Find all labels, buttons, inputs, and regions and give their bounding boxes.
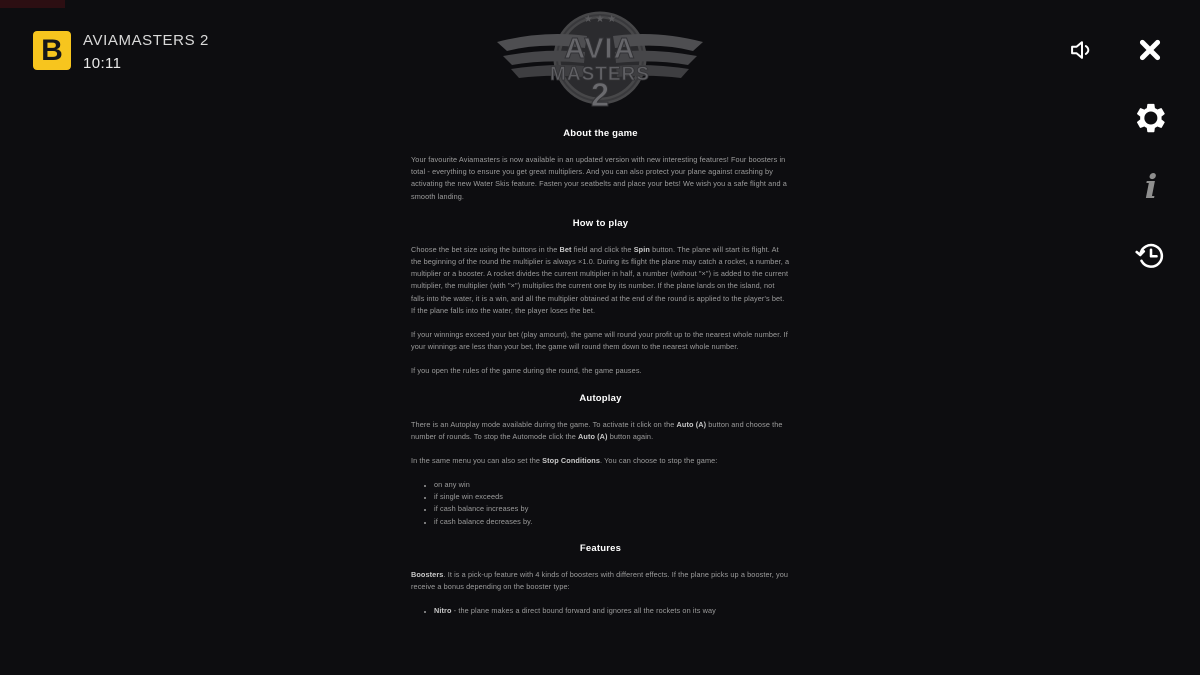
close-button[interactable] <box>1137 37 1163 63</box>
bold-term: Stop Conditions <box>542 456 601 466</box>
close-icon <box>1137 37 1163 63</box>
section-heading: About the game <box>563 128 638 139</box>
text-segment: If you open the rules of the game during the round, the game pauses. <box>411 366 642 376</box>
section-heading: How to play <box>572 217 629 229</box>
bold-term: Nitro <box>434 606 452 616</box>
brand-letter: B <box>41 33 63 67</box>
info-button[interactable] <box>1140 168 1162 204</box>
bold-term: Bet <box>559 244 572 254</box>
section-heading: Features <box>579 542 622 554</box>
rules-content <box>411 128 790 626</box>
text-segment: if single win exceeds <box>434 492 504 502</box>
text-segment: if cash balance increases by <box>434 504 529 514</box>
text-segment: if cash balance decreases by. <box>434 516 533 526</box>
game-clock: 10:11 <box>83 55 122 72</box>
logo-stars: ★ ★ ★ <box>583 14 617 25</box>
game-logo <box>495 6 705 108</box>
text-segment: field and click the <box>571 244 634 254</box>
speaker-icon <box>1068 36 1096 64</box>
list-item <box>434 605 790 617</box>
gear-icon <box>1134 101 1168 135</box>
text-segment: button again. <box>607 431 654 441</box>
title-block <box>83 31 209 73</box>
text-segment: button. The plane will start its flight. At the beginning of the round the multiplier is always ×1.0. During its flight the plane may catch a rocket, a number, a multiplier or a booster. A rocket divides the current multiplier in half, a number (without "×") is added to the current multiplier, the multiplier (with "×") multiplies the current one by its number. If the plane lands on the island, not falls into the water, it is a win, and all the multiplier obtained at the end of the round is applied to the player's bet. If the plane falls into the water, the player loses the bet. <box>411 244 790 315</box>
text-segment: button and choose the number of rounds. To stop the Automode click the <box>411 419 783 441</box>
text-segment: on any win <box>434 480 470 490</box>
paragraph <box>411 455 790 467</box>
bullet-list <box>411 605 790 617</box>
list-item <box>434 516 790 528</box>
bold-term: Auto (A) <box>676 419 707 429</box>
text-segment: Your favourite Aviamasters is now available in an updated version with new interesting features! Four boosters in total - everything to ensure you get great multipliers. And you can also protect your plane against crashing by activating the new Water Skis feature. Fasten your seatbelts and place your bets! We wish you a safe flight and a smooth landing. <box>411 155 787 201</box>
paragraph <box>411 365 790 377</box>
paragraph <box>411 569 790 593</box>
paragraph <box>411 419 790 443</box>
section-heading: Autoplay <box>579 392 622 404</box>
aviamasters-logo-icon <box>495 6 705 108</box>
text-segment: There is an Autoplay mode available during the game. To activate it click on the <box>411 419 677 429</box>
logo-line1: AVIA <box>564 33 636 65</box>
logo-number: 2 <box>590 76 610 108</box>
bold-term: Spin <box>633 244 650 254</box>
bullet-list <box>411 479 790 527</box>
list-item <box>434 479 790 491</box>
list-item <box>434 491 790 503</box>
text-segment: In the same menu you can also set the <box>411 456 543 466</box>
settings-button[interactable] <box>1134 101 1168 135</box>
header <box>33 31 209 73</box>
brand-logo <box>33 31 71 70</box>
game-title: AVIAMASTERS 2 <box>83 32 209 49</box>
bold-term: Boosters <box>411 569 444 579</box>
text-segment: . You can choose to stop the game: <box>600 456 718 466</box>
history-button[interactable] <box>1134 239 1168 273</box>
top-left-accent-bar <box>0 0 65 8</box>
list-item <box>434 503 790 515</box>
text-segment: - the plane makes a direct bound forward and ignores all the rockets on its way <box>451 606 716 616</box>
info-icon: i <box>1144 166 1158 206</box>
history-clock-icon <box>1134 239 1168 273</box>
paragraph <box>411 329 790 353</box>
bold-term: Auto (A) <box>578 431 608 441</box>
paragraph <box>411 154 790 203</box>
text-segment: . It is a pick-up feature with 4 kinds of boosters with different effects. If the plane picks up a booster, you receive a bonus depending on the booster type: <box>411 569 789 591</box>
paragraph <box>411 244 790 317</box>
sound-button[interactable] <box>1068 36 1096 64</box>
text-segment: Choose the bet size using the buttons in the <box>411 244 560 254</box>
logo-line2: MASTERS <box>550 64 650 85</box>
text-segment: If your winnings exceed your bet (play amount), the game will round your profit up to the nearest whole number. If your winnings are less than your bet, the game will round them down to the nearest whole number. <box>411 330 788 352</box>
